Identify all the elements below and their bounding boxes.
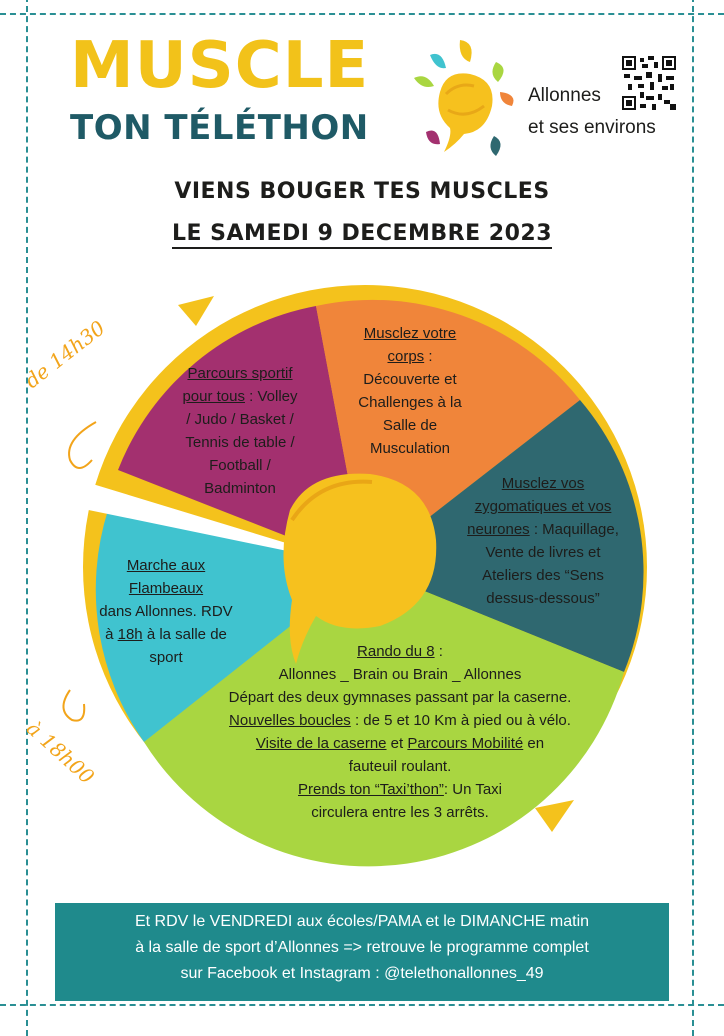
footer-line-2: à la salle de sport d’Allonnes => retrouve le programme complet <box>135 939 589 956</box>
arrow-top <box>178 296 214 326</box>
footer-line-1: Et RDV le VENDREDI aux écoles/PAMA et le DIMANCHE matin <box>134 913 590 930</box>
swirl-bottom <box>63 690 84 721</box>
location-line-1: Allonnes <box>528 85 601 106</box>
footer-line-3: sur Facebook et Instagram : @telethonallonnes_49 <box>180 965 544 982</box>
swirl-top <box>69 422 96 468</box>
headline-line-1: VIENS BOUGER TES MUSCLES <box>174 179 550 204</box>
sector-muscu-text: Musclez votre corps : Découverte et Challenges à la Salle de Musculation <box>358 325 462 457</box>
location-line-2: et ses environs <box>528 117 656 138</box>
sector-zygo-text: Musclez vos zygomatiques et vos neurones : Maquillage, Vente de livres et Ateliers des “Sens dessus-dessous” <box>467 475 619 607</box>
time-start: de 14h30 <box>20 315 110 393</box>
sector-sport-text: Parcours sportif pour tous : Volley / Judo / Basket / Tennis de table / Football / Badminton <box>182 365 298 497</box>
title-muscle: MUSCLE <box>70 29 370 103</box>
footer-banner <box>55 903 669 1001</box>
sector-marche-text: Marche aux Flambeaux dans Allonnes. RDV à 18h à la salle de sport <box>99 557 233 666</box>
time-end: à 18h00 <box>21 716 99 789</box>
headline-date: LE SAMEDI 9 DECEMBRE 2023 <box>172 221 552 249</box>
title-telethon: TON TÉLÉTHON <box>70 108 369 148</box>
sector-rando-text: Rando du 8 : Allonnes _ Brain ou Brain _ Allonnes Départ des deux gymnases passant par la caserne. Nouvelles boucles : de 5 et 10 Km à pied ou à vélo. Visite de la caserne et Parcours Mobilité en fauteuil roulant. Prends ton “Taxi’thon”: Un Taxi circulera entre les 3 arrêts. <box>228 643 572 821</box>
